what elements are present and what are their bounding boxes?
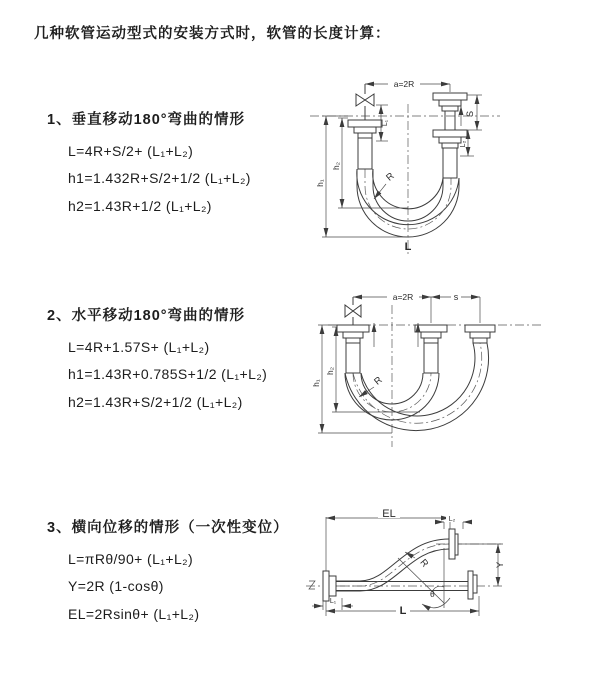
angle-label: θ — [430, 589, 435, 599]
dim-s — [465, 95, 482, 130]
flange — [433, 130, 467, 137]
hose-u-arcs — [345, 343, 489, 431]
left-flange — [323, 571, 336, 601]
dim-h2 — [325, 327, 420, 412]
dim-label: R — [372, 374, 385, 388]
dim-label: h₂ — [331, 161, 341, 171]
flange — [470, 332, 490, 338]
braided-hose-section — [424, 343, 438, 373]
dim-label: R — [384, 170, 397, 184]
right-pipe — [433, 93, 467, 178]
flange — [354, 127, 376, 133]
dim-label: S — [465, 110, 475, 118]
section-2 — [47, 304, 267, 416]
braided-hose-section — [443, 148, 457, 178]
formula-line: h1=1.432R+S/2+1/2 (L₁+L₂) — [68, 170, 251, 187]
flange — [439, 137, 461, 143]
dim-label: h₁ — [311, 379, 321, 387]
dim-label: s — [453, 292, 459, 302]
diagram-horizontal-180-bend — [308, 285, 588, 465]
dim-label: Y — [495, 561, 506, 569]
dim-el — [326, 507, 450, 571]
dim-label: L₂ — [448, 516, 456, 523]
flange — [337, 325, 369, 332]
formula-line: L=4R+1.57S+ (L₁+L₂) — [68, 339, 210, 355]
diagram-vertical-180-bend — [308, 68, 588, 258]
radius-leader — [374, 171, 397, 199]
valve-icon — [345, 305, 361, 317]
section-1-heading: 1、垂直移动180°弯曲的情形 — [47, 112, 246, 128]
dim-l1 — [312, 598, 353, 610]
left-pipe — [337, 297, 369, 373]
valve-icon — [356, 94, 374, 106]
formula-line: h2=1.43R+1/2 (L₁+L₂) — [68, 197, 212, 214]
dim-label: EL — [382, 508, 396, 520]
formula-line: h2=1.43R+S/2+1/2 (L₁+L₂) — [68, 393, 243, 410]
flange — [415, 325, 447, 332]
straight-pipe — [336, 571, 477, 599]
centerline-break-symbol — [309, 581, 315, 589]
left-pipe — [348, 84, 382, 169]
dim-label: h₂ — [325, 366, 335, 376]
flange — [449, 529, 455, 559]
length-label: L — [404, 241, 412, 253]
flange — [455, 534, 458, 555]
section-3-formulas — [68, 546, 289, 628]
dim-label: R — [417, 557, 431, 570]
braided-hose-section — [346, 343, 360, 373]
section-3 — [47, 516, 289, 628]
right-pipe — [465, 325, 495, 343]
radius-leader — [405, 552, 430, 570]
dim-l — [326, 596, 479, 617]
formula-line: Y=2R (1-cosθ) — [68, 578, 164, 595]
section-1 — [47, 108, 251, 220]
formula-line: L=πRθ/90+ (L₁+L₂) — [68, 551, 194, 567]
formula-line: h1=1.43R+0.785S+1/2 (L₁+L₂) — [68, 366, 268, 383]
middle-pipe — [415, 325, 447, 373]
flange — [433, 93, 467, 100]
flange — [348, 120, 382, 127]
length-label: L — [399, 605, 407, 617]
flange — [343, 332, 363, 338]
dim-s — [431, 291, 480, 323]
diagram-lateral-displacement — [298, 498, 598, 660]
dim-label: h₁ — [315, 179, 325, 187]
formula-line: EL=2Rsinθ+ (L₁+L₂) — [68, 605, 200, 622]
dim-label: a=2R — [392, 292, 414, 302]
flange — [439, 100, 461, 106]
dim-l2 — [435, 514, 472, 529]
braided-hose-section — [358, 138, 372, 169]
formula-line: L=4R+S/2+ (L₁+L₂) — [68, 143, 194, 159]
section-2-heading: 2、水平移动180°弯曲的情形 — [47, 308, 246, 324]
flange — [465, 325, 495, 332]
section-1-formulas — [68, 138, 251, 220]
dim-label: L₁ — [329, 598, 337, 605]
page-title: 几种软管运动型式的安装方式时，软管的长度计算： — [34, 26, 391, 42]
dim-y — [458, 544, 506, 586]
flange — [473, 575, 477, 593]
dim-label: a=2R — [393, 79, 415, 89]
section-2-formulas — [68, 334, 267, 416]
flange — [421, 332, 441, 338]
section-3-heading: 3、横向位移的情形（一次性变位） — [47, 520, 289, 536]
dim-label: L₁ — [382, 119, 389, 127]
flange — [468, 571, 473, 599]
dim-a2r — [365, 78, 450, 92]
angle-construction — [398, 548, 450, 608]
dim-label: L₂ — [460, 140, 467, 148]
